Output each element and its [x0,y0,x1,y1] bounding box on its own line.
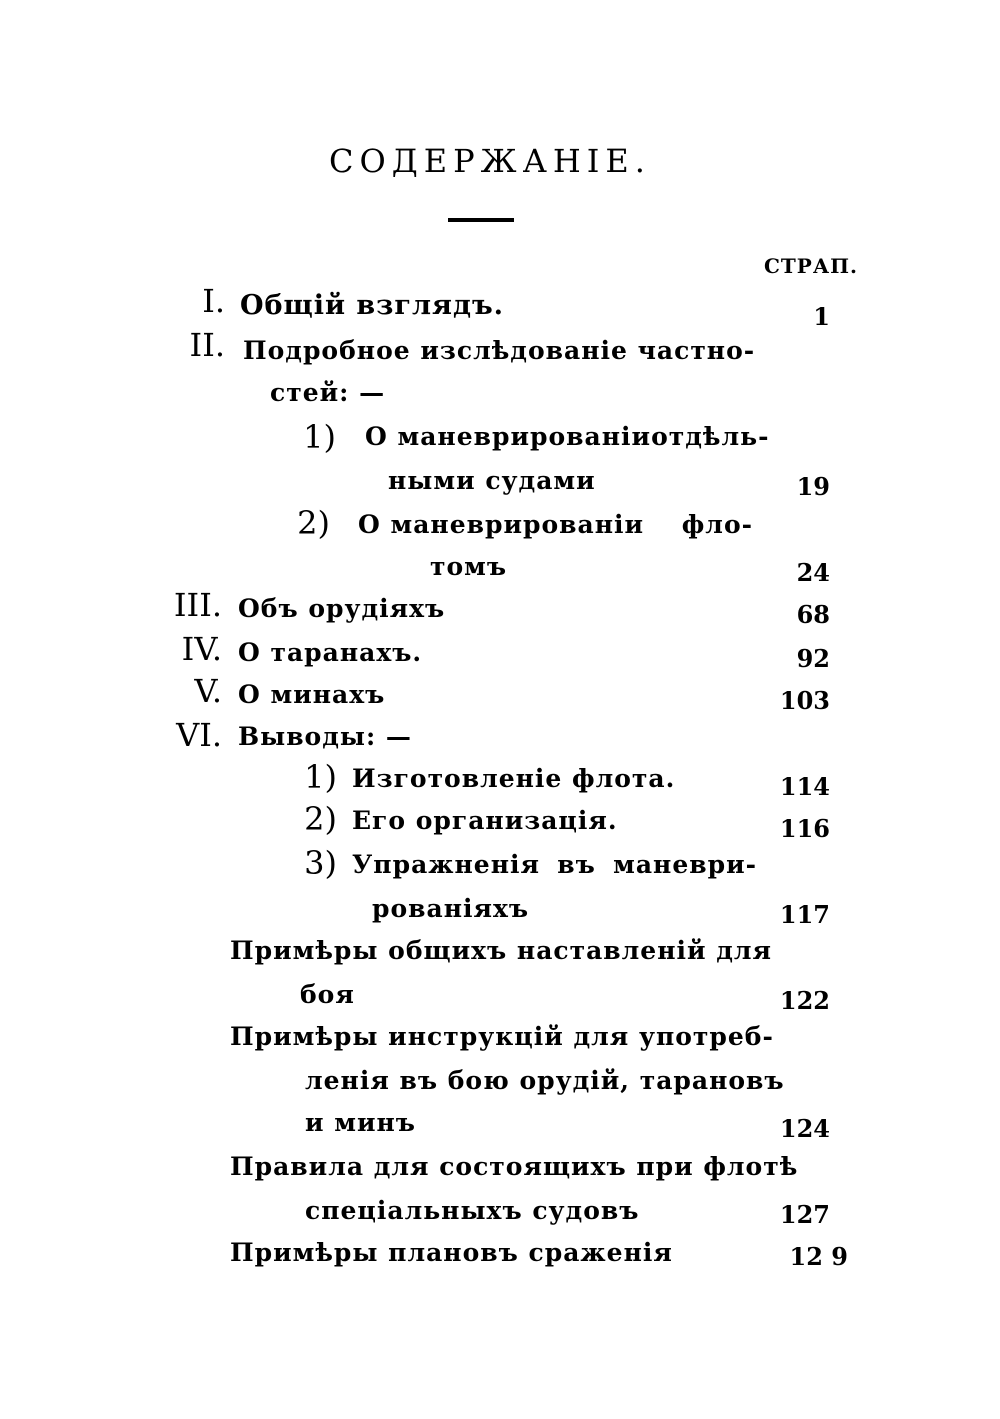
entry-text-cont: ленія въ бою орудій, тарановъ [305,1066,785,1095]
entry-text: Его организація. [352,806,618,835]
entry-text: Примѣры плановъ сраженія [230,1238,673,1267]
entry-page: 19 [796,472,830,501]
entry-text: Объ орудіяхъ [238,594,446,623]
entry-text: О таранахъ. [238,638,423,667]
entry-number: IV. [181,630,222,668]
entry-text-part: Упражненія [352,850,540,879]
entry-page: 116 [779,814,830,843]
entry-text-part: фло- [681,510,753,539]
entry-text-cont: спеціальныхъ судовъ [305,1196,640,1225]
entry-number: 2) [304,800,337,838]
entry-text-cont: томъ [430,552,508,581]
entry-text: Подробное изслѣдованіе частно- [243,336,756,365]
entry-text-part: маневри- [613,850,757,879]
page-column-header: СТРАП. [764,254,858,278]
entry-text-cont: ными судами [388,466,596,495]
entry-page: 117 [779,900,830,929]
entry-number: VI. [176,716,222,754]
entry-number: V. [194,672,222,710]
entry-text-cont: боя [300,980,355,1009]
entry-text-cont: и минъ [305,1108,416,1137]
entry-text [352,850,757,879]
entry-text-part: въ [557,850,596,879]
entry-number: 1) [304,758,337,796]
entry-text: Изготовленіе флота. [352,764,676,793]
entry-page: 12 9 [789,1242,848,1271]
entry-page: 68 [796,600,830,629]
entry-number: III. [173,586,222,624]
entry-text-cont: рованіяхъ [372,894,530,923]
entry-page: 127 [779,1200,830,1229]
entry-page: 92 [796,644,830,673]
entry-number: 2) [297,504,330,542]
entry-text [358,510,753,539]
entry-text: Выводы: — [238,722,412,751]
entry-text: Примѣры общихъ наставленій для [230,936,773,965]
entry-page: 124 [779,1114,830,1143]
entry-number: 1) [303,418,336,456]
title-rule [448,218,514,222]
entry-text: О минахъ [238,680,386,709]
entry-number: 3) [304,844,337,882]
entry-page: 1 [813,302,830,331]
entry-text-part: О маневрированіи [358,510,645,539]
entry-text: Примѣры инструкцій для употреб- [230,1022,774,1051]
entry-text [365,422,770,451]
entry-text-cont: стей: — [270,378,386,407]
entry-text-part: О маневрированіи [365,422,652,451]
entry-number: II. [189,326,225,364]
entry-number: I. [202,282,225,320]
page-title: СОДЕРЖАНІЕ. [329,142,651,180]
entry-text: Общій взглядъ. [240,290,505,321]
entry-page: 122 [779,986,830,1015]
entry-page: 103 [779,686,830,715]
entry-page: 24 [796,558,830,587]
entry-text: Правила для состоящихъ при флотѣ [230,1152,799,1181]
entry-page: 114 [779,772,830,801]
entry-text-part: отдѣль- [651,422,770,451]
